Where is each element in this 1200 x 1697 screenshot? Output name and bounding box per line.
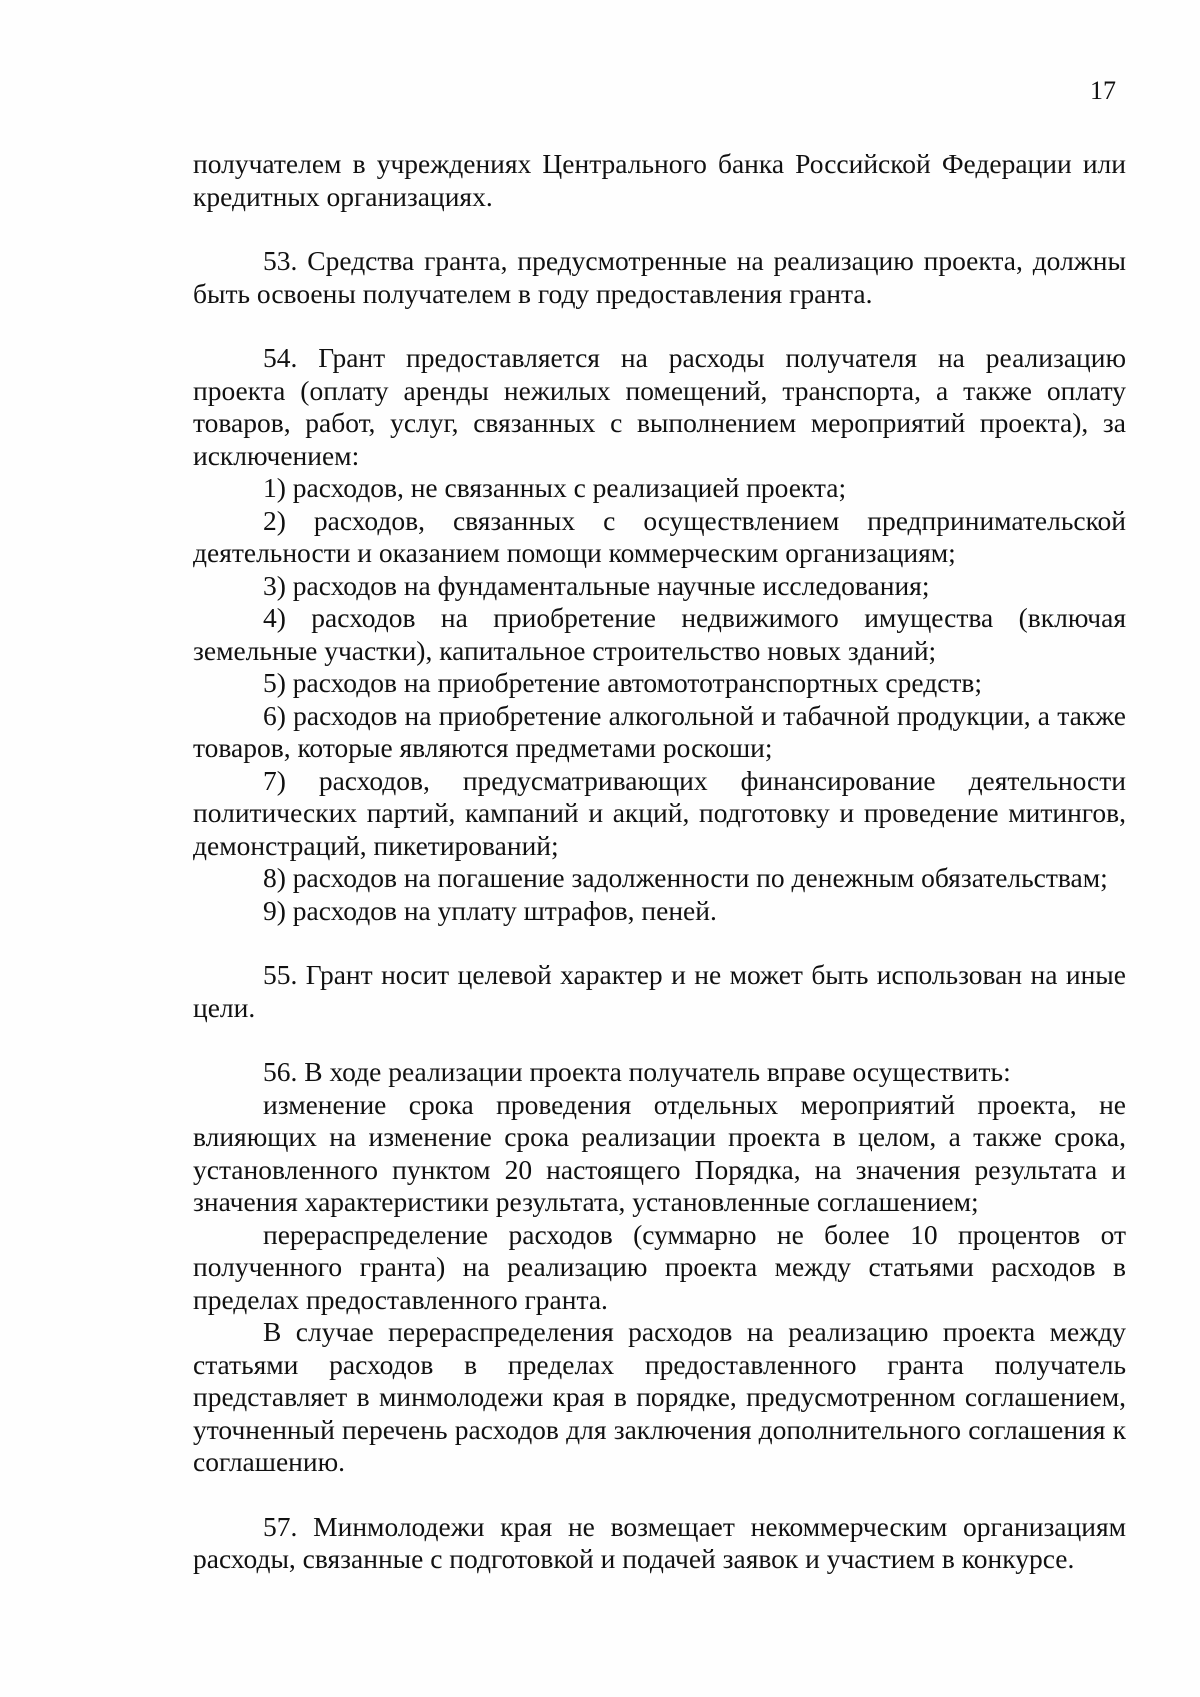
paragraph-57: 57. Минмолодежи края не возмещает некоммерческим организациям расходы, связанные с подготовкой и подачей заявок и участием в конкурсе. bbox=[193, 1510, 1126, 1574]
paragraph-55: 55. Грант носит целевой характер и не может быть использован на иные цели. bbox=[193, 959, 1126, 1023]
paragraph-54: 54. Грант предоставляется на расходы получателя на реализацию проекта (оплату аренды нежилых помещений, транспорта, а также оплату товаров, работ, услуг, связанных с выполнением мероприятий проекта), за исключением: bbox=[193, 342, 1126, 471]
paragraph-56-item-a: изменение срока проведения отдельных мероприятий проекта, не влияющих на изменение срока реализации проекта в целом, а также срока, установленного пунктом 20 настоящего Порядка, на значения результата и значения характеристики результата, установленные соглашением; bbox=[193, 1088, 1126, 1217]
paragraph-53: 53. Средства гранта, предусмотренные на реализацию проекта, должны быть освоены получателем в году предоставления гранта. bbox=[193, 245, 1126, 309]
paragraph-56-item-b: перераспределение расходов (суммарно не более 10 процентов от полученного гранта) на реализацию проекта между статьями расходов в пределах предоставленного гранта. bbox=[193, 1218, 1126, 1315]
paragraph-56: 56. В ходе реализации проекта получатель вправе осуществить: bbox=[263, 1056, 1011, 1087]
list-item-6: 6) расходов на приобретение алкогольной и табачной продукции, а также товаров, которые являются предметами роскоши; bbox=[193, 699, 1126, 763]
list-item-9: 9) расходов на уплату штрафов, пеней. bbox=[263, 894, 717, 926]
list-item-7: 7) расходов, предусматривающих финансирование деятельности политических партий, кампаний и акций, подготовку и проведение митингов, демонстраций, пикетирований; bbox=[193, 764, 1126, 861]
list-item-5: 5) расходов на приобретение автомототранспортных средств; bbox=[263, 667, 983, 698]
list-item-3: 3) расходов на фундаментальные научные исследования; bbox=[263, 569, 930, 601]
document-body bbox=[193, 148, 1126, 1576]
list-item-8: 8) расходов на погашение задолженности по денежным обязательствам; bbox=[263, 862, 1108, 893]
page-number: 17 bbox=[1090, 76, 1116, 105]
paragraph-continuation: получателем в учреждениях Центрального банка Российской Федерации или кредитных организациях. bbox=[193, 148, 1126, 212]
list-item-4: 4) расходов на приобретение недвижимого имущества (включая земельные участки), капитальное строительство новых зданий; bbox=[193, 602, 1126, 666]
list-item-2: 2) расходов, связанных с осуществлением предпринимательской деятельности и оказанием помощи коммерческим организациям; bbox=[193, 504, 1126, 568]
list-item-1: 1) расходов, не связанных с реализацией проекта; bbox=[263, 472, 847, 503]
paragraph-56-note: В случае перераспределения расходов на реализацию проекта между статьями расходов в пределах предоставленного гранта получатель представляет в минмолодежи края в порядке, предусмотренном соглашением, уточненный перечень расходов для заключения дополнительного соглашения к соглашению. bbox=[193, 1316, 1126, 1477]
